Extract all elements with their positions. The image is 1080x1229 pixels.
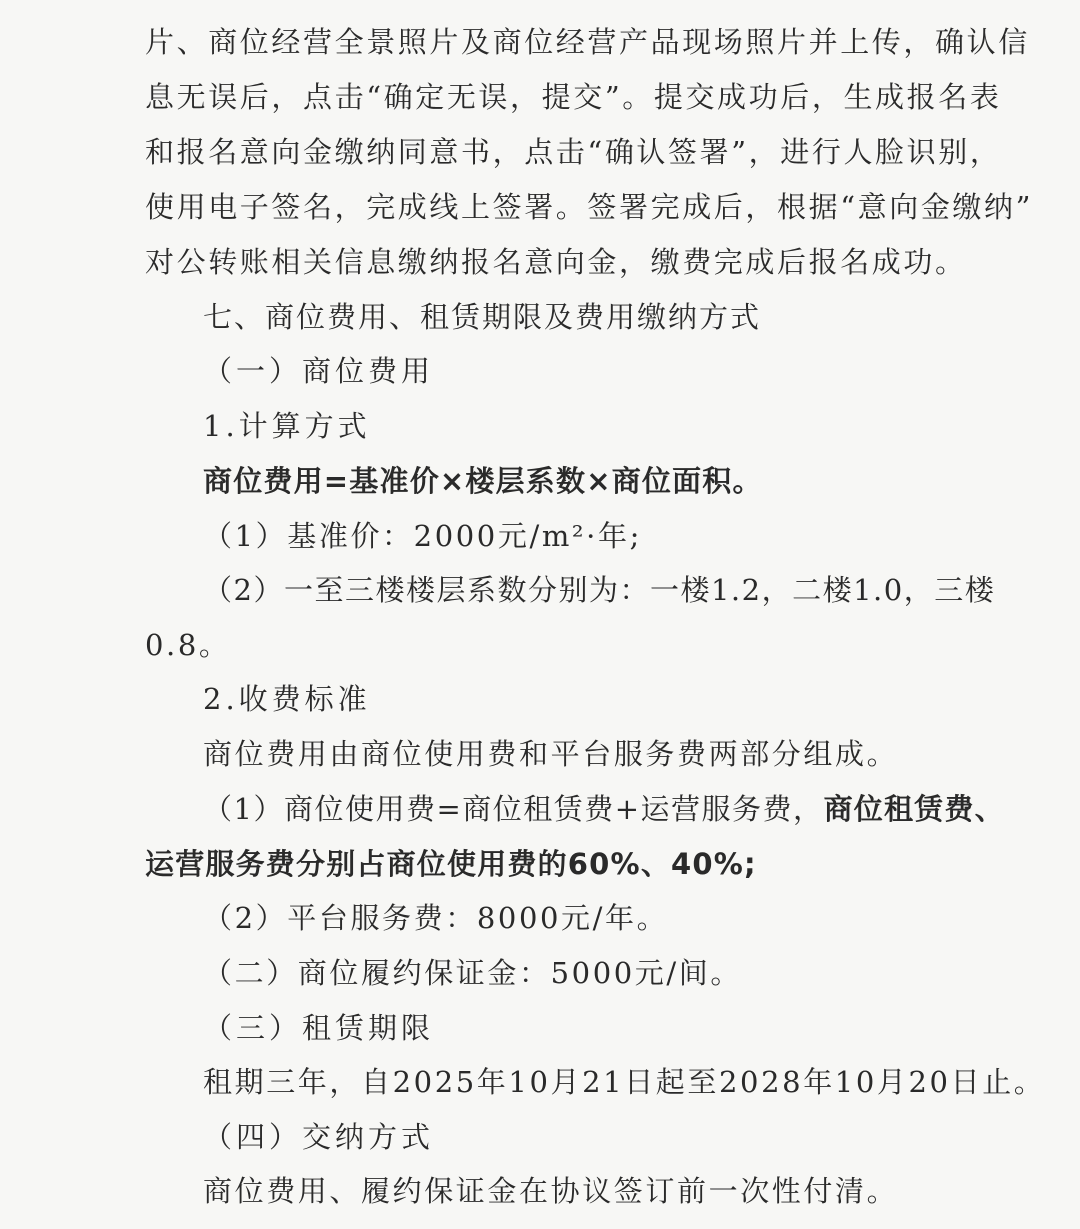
list-item: （2）一至三楼楼层系数分别为：一楼1.2，二楼1.0，三楼 <box>203 573 996 607</box>
paragraph-line: 0.8。 <box>145 628 231 662</box>
formula-line: 商位费用=基准价×楼层系数×商位面积。 <box>203 464 763 498</box>
list-item-text: （1）商位使用费=商位租赁费+运营服务费， <box>203 792 824 826</box>
paragraph-line: 对公转账相关信息缴纳报名意向金，缴费完成后报名成功。 <box>145 245 967 279</box>
paragraph-line: 和报名意向金缴纳同意书，点击“确认签署”，进行人脸识别， <box>145 135 1002 169</box>
subsection-heading: （三）租赁期限 <box>203 1011 435 1045</box>
section-heading: 七、商位费用、租赁期限及费用缴纳方式 <box>203 300 762 334</box>
emphasis-line: 运营服务费分别占商位使用费的60%、40%; <box>145 847 757 881</box>
subsection-heading: （一）商位费用 <box>203 354 435 388</box>
paragraph-line: 使用电子签名，完成线上签署。签署完成后，根据“意向金缴纳” <box>145 190 1034 224</box>
list-item: （1）基准价：2000元/m²·年; <box>203 519 642 553</box>
list-item: （2）平台服务费：8000元/年。 <box>203 901 669 935</box>
paragraph-line: 租期三年，自2025年10月21日起至2028年10月20日止。 <box>203 1065 1046 1099</box>
paragraph-line: 片、商位经营全景照片及商位经营产品现场照片并上传，确认信 <box>145 25 1030 59</box>
subsection-heading: （二）商位履约保证金：5000元/间。 <box>203 956 742 990</box>
subsection-heading: （四）交纳方式 <box>203 1120 435 1154</box>
item-heading: 1.计算方式 <box>203 409 371 443</box>
paragraph-line: 商位费用由商位使用费和平台服务费两部分组成。 <box>203 737 899 771</box>
item-heading: 2.收费标准 <box>203 682 371 716</box>
paragraph-line: 息无误后，点击“确定无误，提交”。提交成功后，生成报名表 <box>145 80 1002 114</box>
list-item <box>203 789 1023 829</box>
emphasis-text: 商位租赁费、 <box>823 792 1005 826</box>
paragraph-line: 商位费用、履约保证金在协议签订前一次性付清。 <box>203 1174 899 1208</box>
